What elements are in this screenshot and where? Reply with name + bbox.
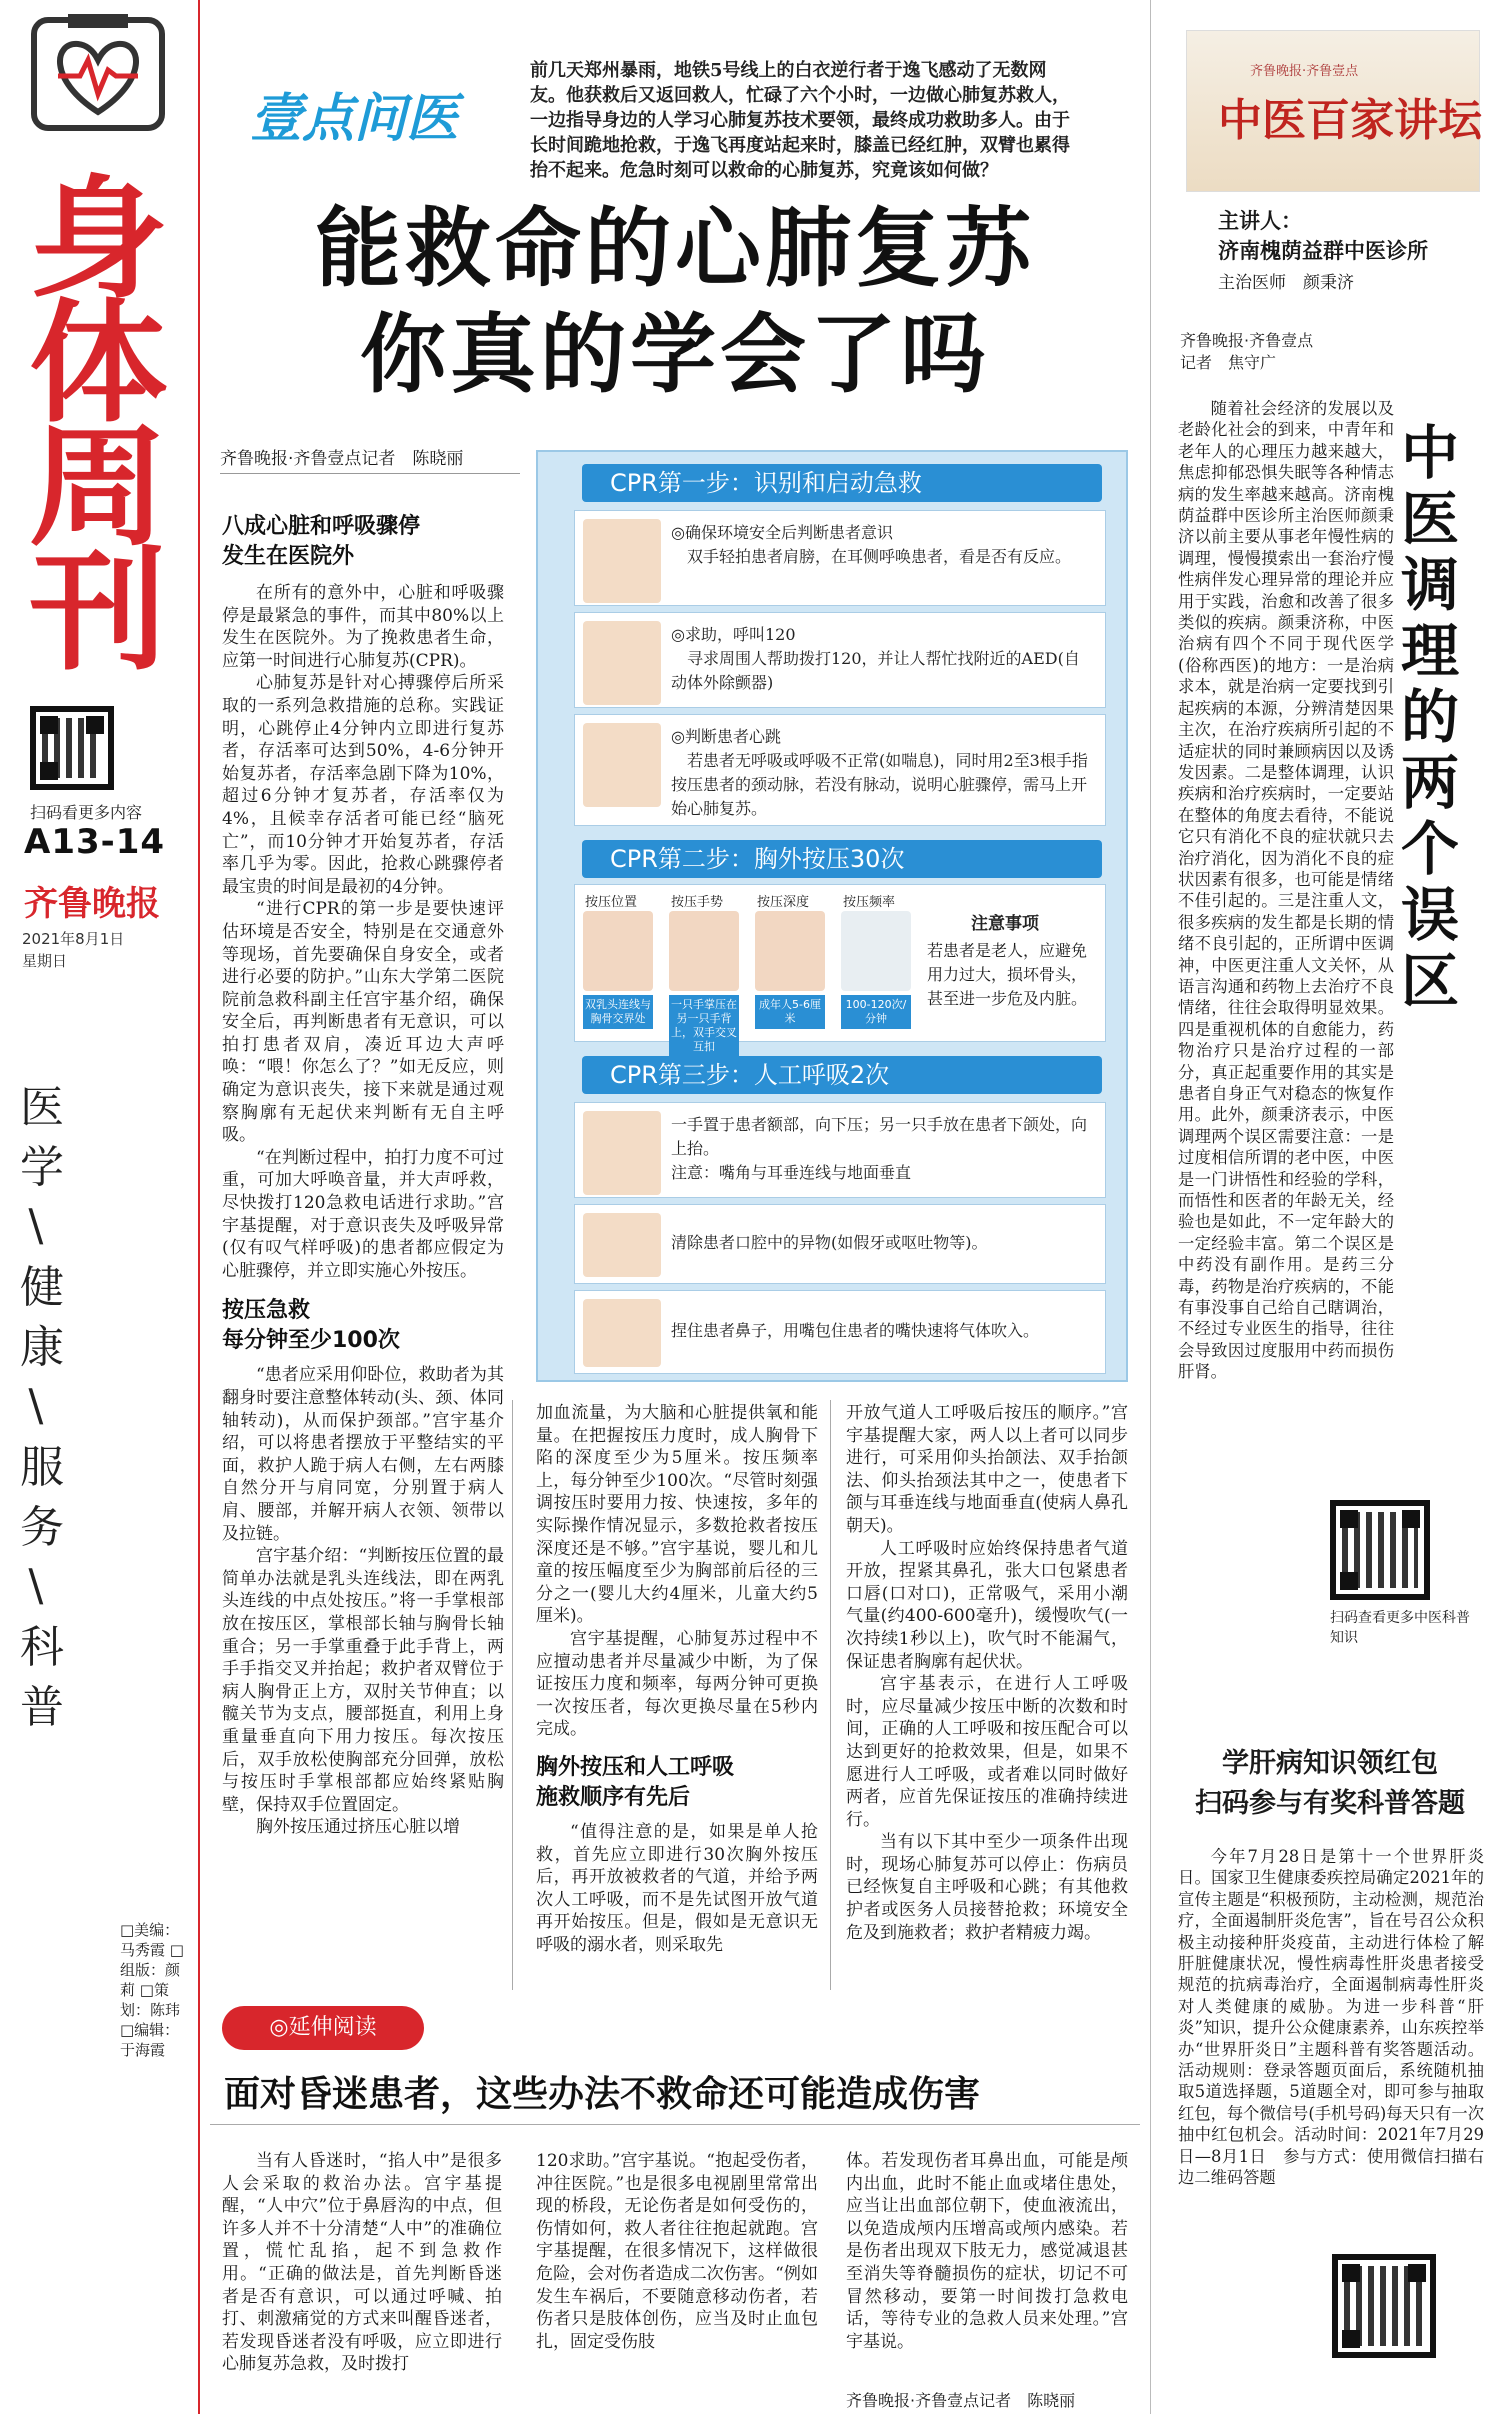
cpr-step3-title: CPR第三步：人工呼吸2次 xyxy=(582,1056,1102,1094)
quiz-article: 今年7月28日是第十一个世界肝炎日。国家卫生健康委疾控局确定2021年的宣传主题是“积极预防，主动检测，规范治疗，全面遏制肝炎危害”，旨在号召公众积极主动接种肝炎疫苗，主动进行体检了解肝脏健康状况，慢性病毒性肝炎患者接受规范的抗病毒治疗，全面遏制病毒性肝炎对人类健康的威胁。为进一步科普“肝炎”知识，提升公众健康素养，山东疾控举办“世界肝炎日”主题科普有奖答题活动。活动规则：登录答题页面后，系统随机抽取5道选择题，5道题全对，即可参与抽取红包，每个微信号(手机号码)每天只有一次抽中红包机会。活动时间：2021年7月29日—8月1日 参与方式：使用微信扫描右边二维码答题 xyxy=(1178,1847,1484,2188)
subheading-3: 胸外按压和人工呼吸 施救顺序有先后 xyxy=(536,1754,735,1810)
hand-position-illustration xyxy=(669,911,739,991)
compression-label: 按压频率 xyxy=(843,895,896,910)
cpr-step2-card xyxy=(574,884,1106,1053)
rescue-breath-illustration xyxy=(583,1299,661,1367)
paragraph: 胸外按压通过挤压心脏以增 xyxy=(256,1817,460,1838)
host-label: 主讲人： xyxy=(1218,208,1302,233)
qr-caption: 扫码查看更多中医科普知识 xyxy=(1330,1610,1470,1646)
cpr-step1-card-a xyxy=(574,510,1106,606)
paragraph: 120求助。”宫宇基说。“抱起受伤者，冲往医院。”也是很多电视剧里常常出现的桥段，无论伤者是如何受伤的，伤情如何，救人者往往抱起就跑。宫宇基提醒，在很多情况下，这样做很危险，会对伤者造成二次伤害。“例如发生车祸后，不要随意移动伤者，若伤者只是肢体创伤，应当及时止血包扎，固定受伤肢 xyxy=(536,2151,818,2352)
chest-position-illustration xyxy=(583,911,653,991)
paragraph: 人工呼吸时应始终保持患者气道开放，捏紧其鼻孔，张大口包紧患者口唇(口对口)，正常吸气，采用小潮气量(约400-600毫升)，缓慢吹气(一次持续1秒以上)，吹气时不能漏气，保证患者胸廓有起伏状。 xyxy=(846,1538,1128,1672)
qr-code-icon[interactable] xyxy=(30,706,114,790)
heart-heartbeat-icon xyxy=(28,14,168,134)
card-text: ◎确保环境安全后判断患者意识 双手轻拍患者肩膀，在耳侧呼唤患者，看是否有反应。 xyxy=(671,523,1072,566)
caution-title: 注意事项 xyxy=(971,914,1039,934)
check-pulse-illustration xyxy=(583,723,661,807)
paragraph: 加血流量，为大脑和心脏提供氧和能量。在把握按压力度时，成人胸骨下陷的深度至少为5厘米。按压频率上，每分钟至少100次。“尽管时刻强调按压时要用力按、快速按，多年的实际操作情况显示，多数抢救者按压深度还是不够。”宫宇基说，婴儿和儿童的按压幅度至少为胸部前后径的三分之一(婴儿大约4厘米，儿童大约5厘米)。 xyxy=(536,1403,818,1627)
compression-label: 按压手势 xyxy=(671,895,724,910)
clear-airway-illustration xyxy=(583,1213,661,1277)
tcm-article: 随着社会经济的发展以及老龄化社会的到来，中青年和老年人的心理压力越来越大，焦虑抑郁恐惧失眠等各种情志病的发生率越来越高。济南槐荫益群中医诊所主治医师颜秉济以前主要从事老年慢性病的调理，慢慢摸索出一套治疗慢性病伴发心理异常的理论并应用于实践，治愈和改善了很多类似的疾病。颜秉济称，中医治病有四个不同于现代医学(俗称西医)的地方：一是治病求本，就是治病一定要找到引起疾病的本源，分辨清楚因果主次，在治疗疾病所引起的不适症状的同时兼顾病因以及诱发因素。二是整体调理，认识疾病和治疗疾病时，一定要站在整体的角度去看待，不能说它只有消化不良的症状就只去治疗消化，因为消化不良的症状因素有很多，也可能是情绪不佳引起的。三是注重人文，很多疾病的发生都是长期的情绪不良引起的，正所谓中医调神，中医更注重人文关怀，从语言沟通和药物上去治疗不良情绪，往往会取得明显效果。四是重视机体的自愈能力，药物治疗只是治疗过程的一部分，真正起重要作用的其实是患者自身正气对稳态的恢复作用。此外，颜秉济表示，中医调理两个误区需要注意：一是过度相信所谓的老中医，中医是一门讲悟性和经验的学科，而悟性和医者的年龄无关，经验也是如此，不一定年龄大的一定经验丰富。第二个误区是中药没有副作用。是药三分毒，药物是治疗疾病的，不能有事没事自己给自己瞎调治，不经过专业医生的指导，往往会导致因过度服用中药而损伤肝肾。 xyxy=(1178,399,1394,1382)
compression-tag: 100-120次/分钟 xyxy=(841,995,911,1029)
subheading-1: 八成心脏和呼吸骤停 发生在医院外 xyxy=(222,514,421,569)
right-column-divider xyxy=(1150,0,1151,2414)
card-text: ◎求助，呼叫120 寻求周围人帮助拨打120，并让人帮忙找附近的AED(自动体外除颤器) xyxy=(671,625,1080,692)
cpr-step2-title: CPR第二步：胸外按压30次 xyxy=(582,840,1102,878)
compression-depth-illustration xyxy=(755,911,825,991)
paragraph: 开放气道人工呼吸后按压的顺序。”宫宇基提醒大家，两人以上者可以同步进行，可采用仰头抬颌法、双手抬颌法、仰头抬颈法其中之一，使患者下颌与耳垂连线与地面垂直(使病人鼻孔朝天)。 xyxy=(846,1403,1128,1536)
compression-label: 按压位置 xyxy=(585,895,638,910)
article-column-1 xyxy=(222,512,504,1839)
paragraph: 体。若发现伤者耳鼻出血，可能是颅内出血，此时不能止血或堵住患处，应当让出血部位朝下，使血液流出，以免造成颅内压增高或颅内感染。若是伤者出现双下肢无力，感觉减退甚至消失等脊髓损伤的症状，切记不可冒然移动，要第一时间拨打急救电话，等待专业的急救人员来处理。”宫宇基说。 xyxy=(846,2151,1128,2352)
page-range: A13-14 xyxy=(24,822,166,862)
quiz-headline: 学肝病知识领红包 扫码参与有奖科普答题 xyxy=(1195,1748,1465,1819)
lecturer-info xyxy=(1218,206,1488,266)
paragraph: 宫宇基提醒，心肺复苏过程中不应擅动患者并尽量减少中断，为了保证按压力度和频率，每两分钟可更换一次按压者，每次更换尽量在5秒内完成。 xyxy=(536,1628,818,1740)
paragraph: “进行CPR的第一步是要快速评估环境是否安全，特别是在交通意外等现场，首先要确保自身安全，或者进行必要的防护。”山东大学第二医院院前急救科副主任宫宇基介绍，确保安全后，再判断患者有无意识，可以拍打患者双肩，凑近耳边大声呼唤：“喂！你怎么了？”如无反应，则确定为意识丧失，接下来就是通过观察胸廓有无起伏来判断有无自主呼吸。 xyxy=(222,899,504,1146)
editor-credits: □美编：马秀霞 □组版：颜莉 □策划：陈玮 □编辑：于海霞 xyxy=(120,1921,184,2059)
masthead-title: 身 体 周 刊 xyxy=(28,163,162,689)
article-byline: 齐鲁晚报·齐鲁壹点记者 陈晓丽 xyxy=(220,444,520,474)
card-text: 一手置于患者额部，向下压；另一只手放在患者下颌处，向上抬。 注意：嘴角与耳垂连线与地面垂直 xyxy=(671,1115,1088,1182)
banner-subtitle: 齐鲁晚报·齐鲁壹点 xyxy=(1250,64,1359,79)
column-name: 壹点问医 xyxy=(250,89,459,149)
extension-headline: 面对昏迷患者，这些办法不救命还可能造成伤害 xyxy=(224,2074,981,2115)
cpr-step3-card-b xyxy=(574,1204,1106,1284)
article-column-2 xyxy=(536,1402,818,1956)
column-divider xyxy=(830,1400,831,1990)
host-name: 主治医师 颜秉济 xyxy=(1218,273,1354,293)
qr-code-icon[interactable] xyxy=(1330,1500,1430,1600)
card-text: ◎判断患者心跳 若患者无呼吸或呼吸不正常(如喘息)，同时用2至3根手指按压患者的颈动脉，若没有脉动，说明心脏骤停，需马上开始心肺复苏。 xyxy=(671,727,1088,818)
cpr-step1-card-c xyxy=(574,714,1106,826)
paragraph: 当有以下其中至少一项条件出现时，现场心肺复苏可以停止：伤病员已经恢复自主呼吸和心跳；有其他救护者或医务人员接替抢救；环境安全危及到施救者；救护者精疲力竭。 xyxy=(846,1832,1128,1943)
metronome-illustration xyxy=(841,911,911,991)
lead-paragraph: 前几天郑州暴雨，地铁5号线上的白衣逆行者于逸飞感动了无数网友。他获救后又返回救人，忙碌了六个小时，一边做心肺复苏救人，一边指导身边的人学习心肺复苏技术要领，最终成功救助多人。由于长时间跪地抢救，于逸飞再度站起来时，膝盖已经红肿，双臂也累得抬不起来。危急时刻可以救命的心肺复苏，究竟该如何做？ xyxy=(530,60,1070,181)
head-tilt-illustration xyxy=(583,1111,661,1195)
paragraph: “值得注意的是，如果是单人抢救，首先应立即进行30次胸外按压后，再开放被救者的气道，并给予两次人工呼吸，而不是先试图开放气道再开始按压。但是，假如是无意识无呼吸的溺水者，则采取先 xyxy=(536,1821,818,1955)
issue-date: 2021年8月1日 xyxy=(22,930,125,948)
compression-tag: 一只手掌压在另一只手背上，双手交叉互扣 xyxy=(669,995,739,1057)
article-column-3 xyxy=(846,1402,1128,1944)
subheading-2: 按压急救 每分钟至少100次 xyxy=(222,1298,400,1354)
caution-text: 若患者是老人，应避免用力过大，损坏骨头，甚至进一步危及内脏。 xyxy=(927,941,1088,1008)
host-org: 济南槐荫益群中医诊所 xyxy=(1218,238,1428,263)
card-text: 清除患者口腔中的异物(如假牙或呕吐物等)。 xyxy=(671,1233,988,1252)
card-text: 捏住患者鼻子，用嘴包住患者的嘴快速将气体吹入。 xyxy=(671,1321,1040,1340)
call-for-help-illustration xyxy=(583,621,661,705)
issue-weekday: 星期日 xyxy=(22,952,68,970)
banner-title: 中医百家讲坛 xyxy=(1218,95,1482,146)
extension-column-2 xyxy=(536,2150,818,2353)
check-consciousness-illustration xyxy=(583,519,661,603)
tcm-headline: 中 医 调 理 的 两 个 误 区 xyxy=(1400,419,1459,1015)
paragraph: 宫宇基表示，在进行人工呼吸时，应尽量减少按压中断的次数和时间，正确的人工呼吸和按压配合可以达到更好的抢救效果，但是，如果不愿进行人工呼吸，或者难以同时做好两者，应首先保证按压的准确持续进行。 xyxy=(846,1674,1128,1830)
paragraph: “患者应采用仰卧位，救助者为其翻身时要注意整体转动(头、颈、体同轴转动)，从而保护颈部。”宫宇基介绍，可以将患者摆放于平整结实的平面，救护人跪于病人右侧，左右两膝自然分开与肩同宽，分别置于病人肩、腰部，并解开病人衣领、领带以及拉链。 xyxy=(222,1365,504,1544)
divider xyxy=(210,2124,1140,2125)
cpr-step1-title: CPR第一步：识别和启动急救 xyxy=(582,464,1102,502)
paragraph: “在判断过程中，拍打力度不可过重，可加大呼唤音量，并大声呼救，尽快拨打120急救电话进行求助。”宫宇基提醒，对于意识丧失及呼吸异常(仅有叹气样呼吸)的患者都应假定为心脏骤停，并立即实施心外按压。 xyxy=(222,1147,504,1281)
compression-tag: 成年人5-6厘米 xyxy=(755,995,825,1029)
paragraph: 宫宇基介绍：“判断按压位置的最简单办法就是乳头连线法，即在两乳头连线的中点处按压。”将一手掌根部放在按压区，掌根部长轴与胸骨长轴重合；另一手掌重叠于此手背上，两手手指交叉并抬起；救护者双臂位于病人胸骨正上方，双肘关节伸直；以髋关节为支点，腰部挺直，利用上身重量垂直向下用力按压。每次按压后，双手放松使胸部充分回弹，放松与按压时手掌根部都应始终紧贴胸壁，保持双手位置固定。 xyxy=(222,1546,504,1815)
column-divider xyxy=(512,1400,513,1990)
paragraph: 当有人昏迷时，“掐人中”是很多人会采取的救治办法。宫宇基提醒，“人中穴”位于鼻唇沟的中点，但许多人并不十分清楚“人中”的准确位置，慌忙乱掐，起不到急救作用。“正确的做法是，首先判断昏迷者是否有意识，可以通过呼喊、拍打、刺激痛觉的方式来叫醒昏迷者，若发现昏迷者没有呼吸，应立即进行心肺复苏急救，及时拨打 xyxy=(222,2151,502,2375)
cpr-step1-card-b xyxy=(574,612,1106,708)
newspaper-logo: 齐鲁晚报 xyxy=(24,884,160,924)
cpr-step3-card-a xyxy=(574,1102,1106,1198)
cpr-step3-card-c xyxy=(574,1290,1106,1374)
compression-tag: 双乳头连线与胸骨交界处 xyxy=(583,995,653,1029)
qr-code-icon[interactable] xyxy=(1332,2254,1436,2358)
tcm-byline: 齐鲁晚报·齐鲁壹点 记者 焦守广 xyxy=(1180,331,1314,372)
cpr-infographic xyxy=(536,450,1128,1382)
paragraph: 心肺复苏是针对心搏骤停后所采取的一系列急救措施的总称。实践证明，心跳停止4分钟内立即进行复苏者，存活率可达到50%，4-6分钟开始复苏者，存活率急剧下降为10%，超过6分钟才复苏者，存活率仅为4%，且候幸存活者可能已经“脑死亡”，而10分钟才开始复苏者，存活率几乎为零。因此，抢救心跳骤停者最宝贵的时间是最初的4分钟。 xyxy=(222,673,504,897)
extension-column-3 xyxy=(846,2150,1128,2353)
extension-byline: 齐鲁晚报·齐鲁壹点记者 陈晓丽 xyxy=(846,2391,1076,2410)
paragraph: 在所有的意外中，心脏和呼吸骤停是最紧急的事件，而其中80%以上发生在医院外。为了挽救患者生命，应第一时间进行心肺复苏(CPR)。 xyxy=(222,583,504,671)
compression-label: 按压深度 xyxy=(757,895,810,910)
scan-caption: 扫码看更多内容 xyxy=(30,803,143,822)
extension-column-1 xyxy=(222,2150,502,2376)
section-tags: 医 学 ∖ 健 康 ∖ 服 务 ∖ 科 普 xyxy=(20,1082,64,1733)
main-headline: 能救命的心肺复苏 你真的学会了吗 xyxy=(315,199,1035,405)
extended-reading-badge: ◎延伸阅读 xyxy=(222,2006,424,2050)
